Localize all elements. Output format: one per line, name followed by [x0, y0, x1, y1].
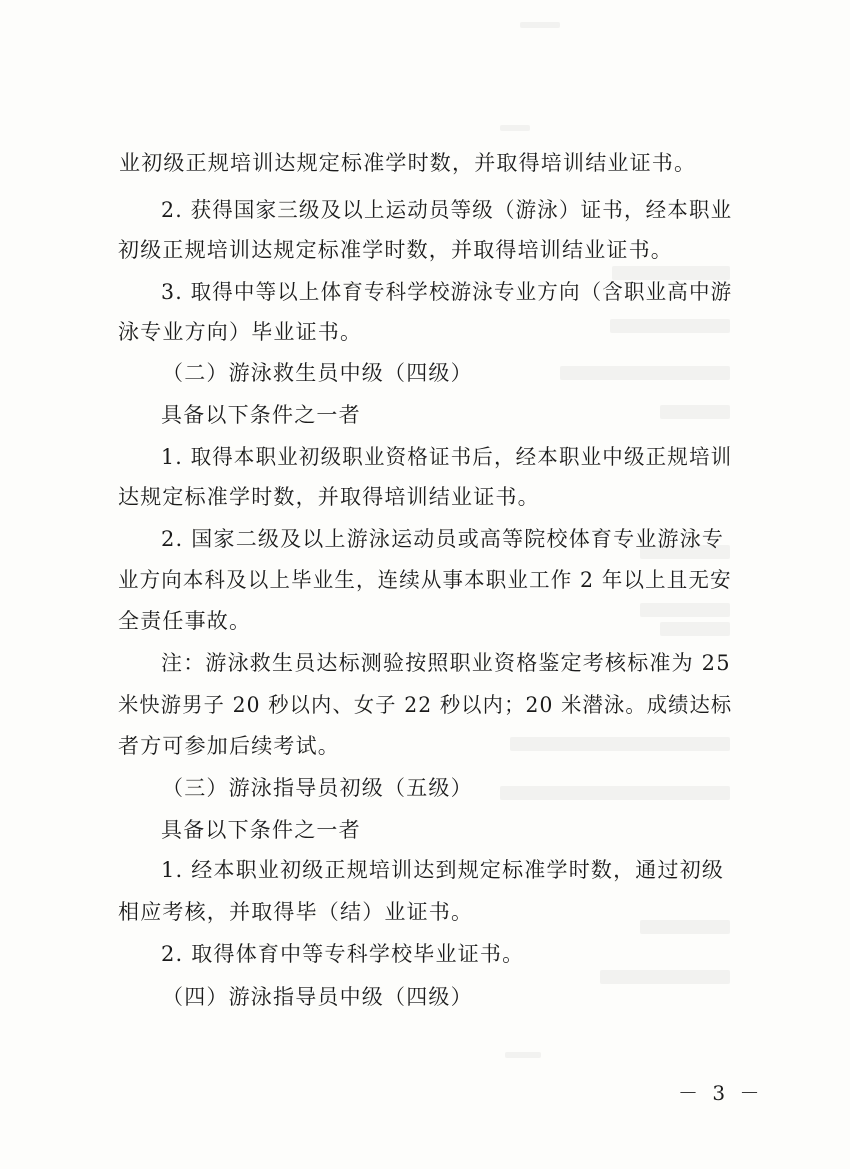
text-line: 1. 经本职业初级正规培训达到规定标准学时数，通过初级 [161, 858, 725, 882]
note-line: 注：游泳救生员达标测验按照职业资格鉴定考核标准为 25 [161, 651, 731, 675]
text-line: 相应考核，并取得毕（结）业证书。 [118, 900, 474, 924]
section-heading: （三）游泳指导员初级（五级） [162, 776, 473, 800]
page-number: － 3 － [678, 1081, 764, 1105]
text-line: 业方向本科及以上毕业生，连续从事本职业工作 2 年以上且无安 [118, 568, 732, 592]
text-line: 2. 获得国家三级及以上运动员等级（游泳）证书，经本职业 [161, 198, 733, 222]
text-line: 初级正规培训达规定标准学时数，并取得培训结业证书。 [118, 238, 673, 262]
text-line: 具备以下条件之一者 [161, 818, 361, 842]
text-line: 全责任事故。 [118, 609, 252, 633]
text-line: 具备以下条件之一者 [161, 403, 361, 427]
text-line: 3. 取得中等以上体育专科学校游泳专业方向（含职业高中游 [161, 280, 733, 304]
section-heading: （四）游泳指导员中级（四级） [162, 985, 473, 1009]
text-line: 2. 取得体育中等专科学校毕业证书。 [161, 942, 525, 966]
note-line: 米快游男子 20 秒以内、女子 22 秒以内；20 米潜泳。成绩达标 [118, 693, 733, 717]
text-line: 达规定标准学时数，并取得培训结业证书。 [118, 485, 540, 509]
text-line: 泳专业方向）毕业证书。 [118, 320, 363, 344]
note-line: 者方可参加后续考试。 [118, 734, 340, 758]
text-line: 业初级正规培训达规定标准学时数，并取得培训结业证书。 [119, 151, 697, 175]
section-heading: （二）游泳救生员中级（四级） [162, 361, 473, 385]
text-line: 2. 国家二级及以上游泳运动员或高等院校体育专业游泳专 [161, 527, 725, 551]
text-line: 1. 取得本职业初级职业资格证书后，经本职业中级正规培训 [161, 445, 733, 469]
